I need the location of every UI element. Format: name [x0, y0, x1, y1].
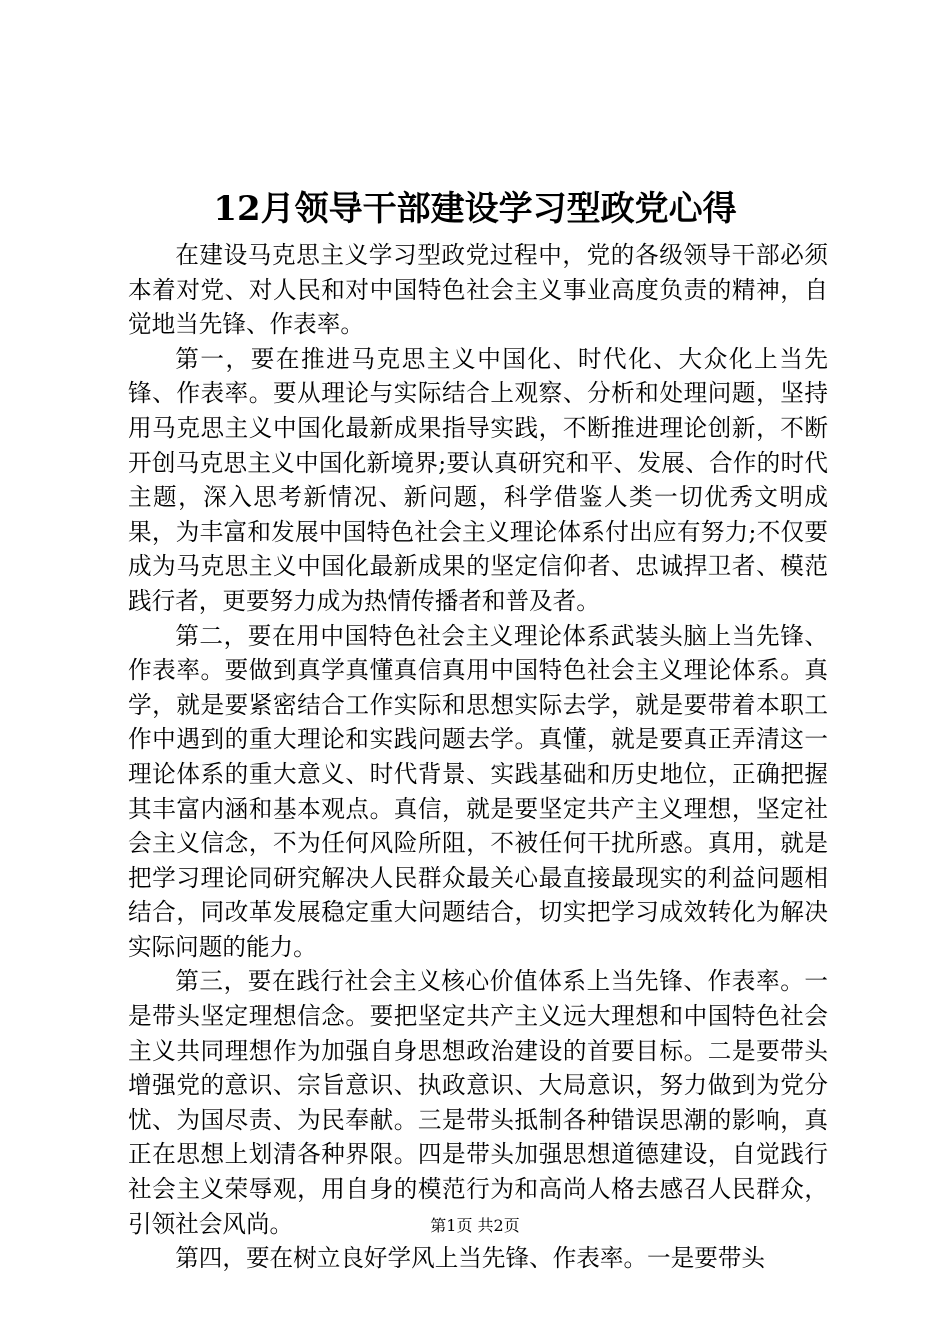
paragraph-intro: 在建设马克思主义学习型政党过程中，党的各级领导干部必须本着对党、对人民和对中国特色社会主义事业高度负责的精神，自觉地当先锋、作表率。	[128, 241, 828, 339]
paragraph-fourth: 第四，要在树立良好学风上当先锋、作表率。一是要带头	[175, 1244, 766, 1273]
page-footer: 第1页 共2页	[430, 1216, 520, 1235]
paragraph-third: 第三，要在践行社会主义核心价值体系上当先锋、作表率。一是带头坚定理想信念。要把坚定共产主义远大理想和中国特色社会主义共同理想作为加强自身思想政治建设的首要目标。二是要带头增强党的意识、宗旨意识、执政意识、大局意识，努力做到为党分忧、为国尽责、为民奉献。三是带头抵制各种错误思潮的影响，真正在思想上划清各种界限。四是带头加强思想道德建设，自觉践行社会主义荣辱观，用自身的模范行为和高尚人格去感召人民群众，引领社会风尚。	[128, 967, 828, 1238]
paragraph-first: 第一，要在推进马克思主义中国化、时代化、大众化上当先锋、作表率。要从理论与实际结合上观察、分析和处理问题，坚持用马克思主义中国化最新成果指导实践，不断推进理论创新，不断开创马克思主义中国化新境界;要认真研究和平、发展、合作的时代主题，深入思考新情况、新问题，科学借鉴人类一切优秀文明成果，为丰富和发展中国特色社会主义理论体系付出应有努力;不仅要成为马克思主义中国化最新成果的坚定信仰者、忠诚捍卫者、模范践行者，更要努力成为热情传播者和普及者。	[128, 344, 828, 615]
document-body	[128, 238, 828, 1276]
document-title: 12月领导干部建设学习型政党心得	[213, 189, 737, 229]
paragraph-second: 第二，要在用中国特色社会主义理论体系武装头脑上当先锋、作表率。要做到真学真懂真信真用中国特色社会主义理论体系。真学，就是要紧密结合工作实际和思想实际去学，就是要带着本职工作中遇到的重大理论和实践问题去学。真懂，就是要真正弄清这一理论体系的重大意义、时代背景、实践基础和历史地位，正确把握其丰富内涵和基本观点。真信，就是要坚定共产主义理想，坚定社会主义信念，不为任何风险所阻，不被任何干扰所惑。真用，就是把学习理论同研究解决人民群众最关心最直接最现实的利益问题相结合，同改革发展稳定重大问题结合，切实把学习成效转化为解决实际问题的能力。	[128, 621, 828, 961]
